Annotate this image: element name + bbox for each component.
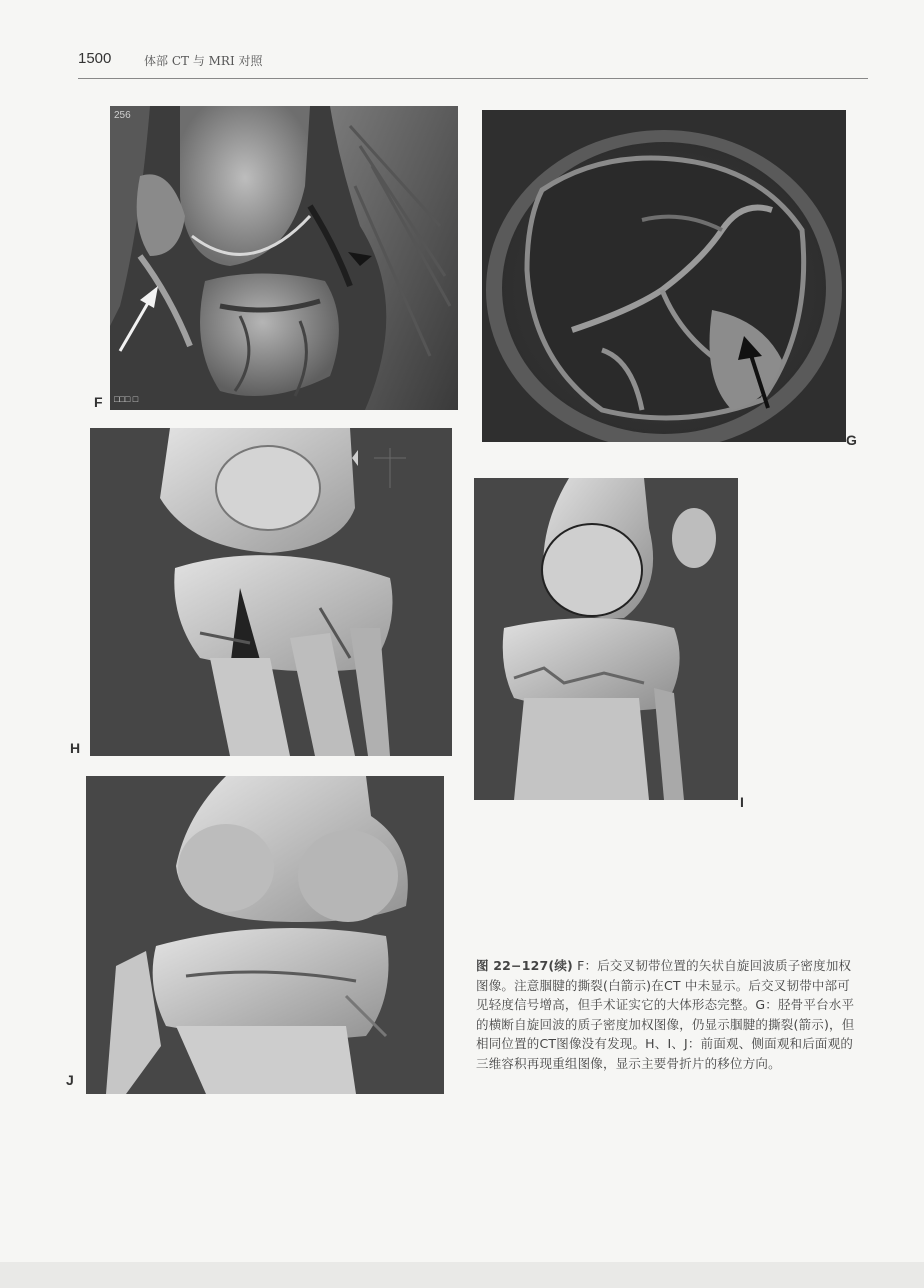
page-number: 1500	[78, 50, 112, 67]
running-title: 体部 CT 与 MRI 对照	[144, 54, 263, 68]
figure-panel-f-sagittal-mri	[110, 106, 458, 410]
figure-panel-g-axial-mri	[482, 110, 846, 442]
figure-panel-h-3d-anterior	[90, 428, 452, 756]
figure-caption	[476, 956, 862, 1073]
panel-label-g: G	[846, 432, 857, 448]
ct-3d-anterior-image	[90, 428, 452, 756]
ct-3d-lateral-image	[474, 478, 738, 800]
panel-label-j: J	[66, 1072, 74, 1088]
mri-axial-image	[482, 110, 846, 442]
mri-corner-text: □□□ □	[114, 394, 139, 404]
figure-panel-i-3d-lateral	[474, 478, 738, 800]
figure-panel-j-3d-posterior	[86, 776, 444, 1094]
figure-number: 图 22−127(续)	[476, 958, 573, 973]
running-header	[78, 48, 868, 79]
page-bottom-shade	[0, 1262, 924, 1288]
mri-overlay-text: 256	[114, 110, 131, 121]
panel-label-h: H	[70, 740, 81, 756]
mri-sagittal-image	[110, 106, 458, 410]
figure-caption-text: F：后交叉韧带位置的矢状自旋回波质子密度加权图像。注意腘腱的撕裂(白箭示)在CT 中未显示。后交叉韧带中部可见轻度信号增高，但手术证实它的大体形态完整。G：胫骨平台水平的横断自旋回波的质子密度加权图像，仍显示腘腱的撕裂(箭示)，但相同位置的CT图像没有发现。H、I、J：前面观、侧面观和后面观的三维容积再现重组图像，显示主要骨折片的移位方向。	[476, 958, 855, 1071]
panel-label-f: F	[94, 394, 103, 410]
panel-label-i: I	[740, 794, 744, 810]
ct-3d-posterior-image	[86, 776, 444, 1094]
